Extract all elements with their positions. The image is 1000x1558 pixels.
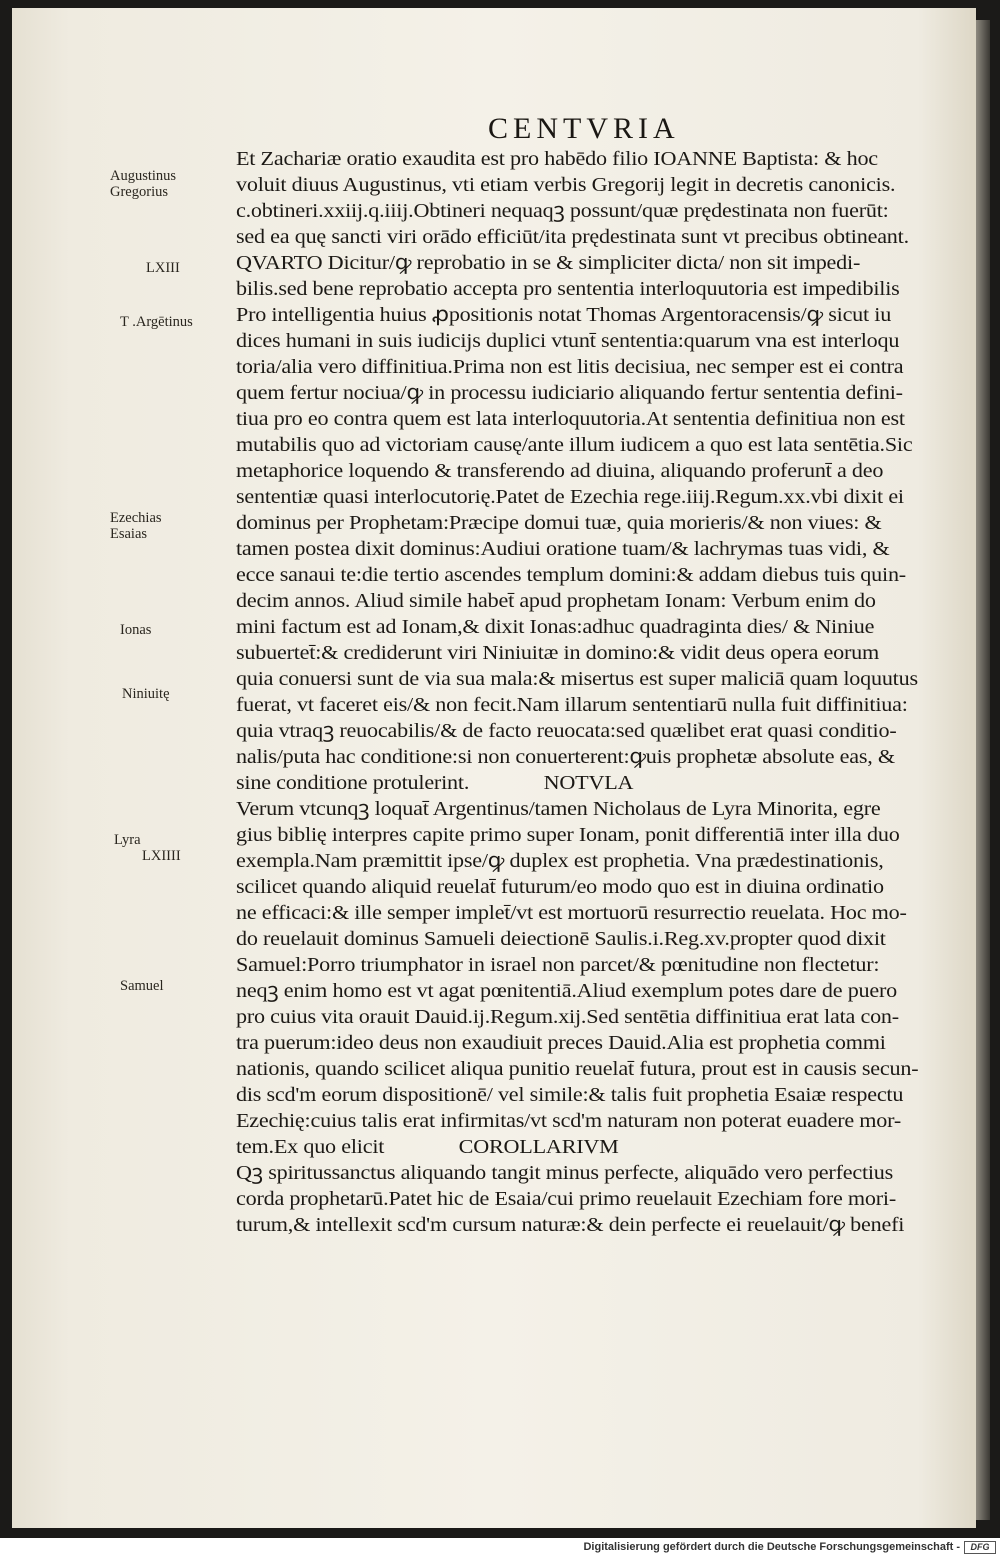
margin-note-augustinus: Augustinus [110, 168, 177, 184]
text-line: decim annos. Aliud simile habet̄ apud prophetam Ionam: Verbum enim do [236, 590, 876, 612]
margin-note-niniuite: Niniuitę [122, 686, 170, 702]
text-line: sententiæ quasi interlocutorię.Patet de Ezechia rege.iiij.Regum.xx.vbi dixit ei [236, 486, 904, 508]
margin-note-lxiiii: LXIIII [142, 848, 181, 864]
margin-note-ezechias: Ezechias [110, 510, 162, 526]
text-line: nationis, quando scilicet aliqua punitio reuelat̄ futura, prout est in causis secun- [236, 1058, 919, 1080]
text-line: toria/alia vero diffinitiua.Prima non est litis decisiua, nec semper est ei contra [236, 356, 904, 378]
text-line: turum,& intellexit scd'm cursum naturæ:& dein perfecte ei reuelauit/ꝙ benefi [236, 1214, 905, 1236]
margin-note-lxiii: LXIII [146, 260, 180, 276]
dfg-logo: DFG [964, 1541, 996, 1554]
text-line: ne efficaci:& ille semper implet̄/vt est mortuorū resurrectio reuelata. Hoc mo- [236, 902, 907, 924]
text-line: metaphorice loquendo & transferendo ad diuina, aliquando proferunt̄ a deo [236, 460, 884, 482]
text-line: do reuelauit dominus Samueli deiectionē Saulis.i.Reg.xv.propter quod dixit [236, 928, 886, 950]
text-line: nalis/puta hac conditione:si non conuerterent:ꝙuis prophetæ absolute eas, & [236, 746, 895, 768]
text-line: scilicet quando aliquid reuelat̄ futurum/eo modo quo est in diuina ordinatio [236, 876, 884, 898]
text-line: sed ea quę sancti viri orādo efficiūt/ita prędestinata sunt vt precibus obtineant. [236, 226, 909, 248]
margin-note-gregorius: Gregorius [110, 184, 168, 200]
text-line: voluit diuus Augustinus, vti etiam verbis Gregorij legit in decretis canonicis. [236, 174, 896, 196]
margin-note-lyra: Lyra [114, 832, 141, 848]
footer-bar [0, 1538, 1000, 1558]
text-line: QVARTO Dicitur/ꝙ reprobatio in se & simpliciter dicta/ non sit impedi- [236, 252, 861, 274]
text-line: quem fertur nociua/ꝙ in processu iudiciario aliquando fertur sententia defini- [236, 382, 903, 404]
text-line: Verum vtcunqꝫ loquat̄ Argentinus/tamen Nicholaus de Lyra Minorita, egre [236, 798, 881, 820]
text-line: tiua pro eo contra quem est lata interloquutoria.At sententia definitiua non est [236, 408, 905, 430]
text-line: Pro intelligentia huius ꝓpositionis notat Thomas Argentoracensis/ꝙ sicut iu [236, 304, 892, 326]
text-line: Ezechię:cuius talis erat infirmitas/vt scd'm naturam non poterat euadere mor- [236, 1110, 902, 1132]
body-text [236, 146, 966, 1238]
text-line: Qꝫ spiritussanctus aliquando tangit minus perfecte, aliquādo vero perfectius [236, 1162, 894, 1184]
margin-note-esaias: Esaias [110, 526, 148, 542]
text-line: pro cuius vita orauit Dauid.ij.Regum.xij.Sed sentētia diffinitiua erat lata con- [236, 1006, 899, 1028]
text-line: tra puerum:ideo deus non exaudiuit preces Dauid.Alia est prophetia commi [236, 1032, 886, 1054]
text-line: dis scd'm eorum dispositionē/ vel simile:& talis fuit prophetia Esaiæ respectu [236, 1084, 904, 1106]
text-line: corda prophetarū.Patet hic de Esaia/cui primo reuelauit Ezechiam fore mori- [236, 1188, 897, 1210]
text-line: mini factum est ad Ionam,& dixit Ionas:adhuc quadraginta dies/ & Niniue [236, 616, 875, 638]
text-line: Samuel:Porro triumphator in israel non parcet/& pœnitudine non flectetur: [236, 954, 880, 976]
text-line: gius biblię interpres capite primo super Ionam, ponit differentiā inter illa duo [236, 824, 900, 846]
text-line: dices humani in suis iudicijs duplici vtunt̄ sententia:quarum vna est interloqu [236, 330, 900, 352]
margin-note-ionas: Ionas [120, 622, 152, 638]
running-head: CENTVRIA [488, 112, 680, 145]
text-line: tamen postea dixit dominus:Audiui oratione tuam/& lachrymas tuas vidi, & [236, 538, 890, 560]
text-line: mutabilis quo ad victoriam causę/ante illum iudicem a quo est lata sentētia.Sic [236, 434, 913, 456]
text-line: quia conuersi sunt de via sua mala:& misertus est super maliciā quam loquutus [236, 668, 918, 690]
text-line: dominus per Prophetam:Præcipe domui tuæ, quia morieris/& non viues: & [236, 512, 882, 534]
margin-note-argentinus: T .Argētinus [120, 314, 193, 330]
text-line: subuertet̄:& crediderunt viri Niniuitæ in domino:& vidit deus opera eorum [236, 642, 880, 664]
text-line: bilis.sed bene reprobatio accepta pro sententia interloquutoria est impedibilis [236, 278, 900, 300]
text-line: ecce sanaui te:die tertio ascendes templum domini:& addam diebus tuis quin- [236, 564, 906, 586]
text-line: Et Zachariæ oratio exaudita est pro habēdo filio IOANNE Baptista: & hoc [236, 148, 878, 170]
text-line: quia vtraqꝫ reuocabilis/& de facto reuocata:sed quælibet erat quasi conditio- [236, 720, 897, 742]
section-heading-notula: sine conditione protulerint. NOTVLA [236, 772, 634, 794]
margin-note-samuel: Samuel [120, 978, 164, 994]
text-line: c.obtineri.xxiij.q.iiij.Obtineri nequaqꝫ possunt/quæ prędestinata non fuerūt: [236, 200, 889, 222]
text-line: neqꝫ enim homo est vt agat pœnitentiā.Aliud exemplum potes dare de puero [236, 980, 898, 1002]
footer-credit: Digitalisierung gefördert durch die Deutsche Forschungsgemeinschaft - [583, 1541, 960, 1553]
text-line: fuerat, vt faceret eis/& non fecit.Nam illarum sententiarū nulla fuit diffinitiua: [236, 694, 908, 716]
section-heading-corollarium: tem.Ex quo elicit COROLLARIVM [236, 1136, 619, 1158]
text-line: exempla.Nam præmittit ipse/ꝙ duplex est prophetia. Vna prædestinationis, [236, 850, 884, 872]
